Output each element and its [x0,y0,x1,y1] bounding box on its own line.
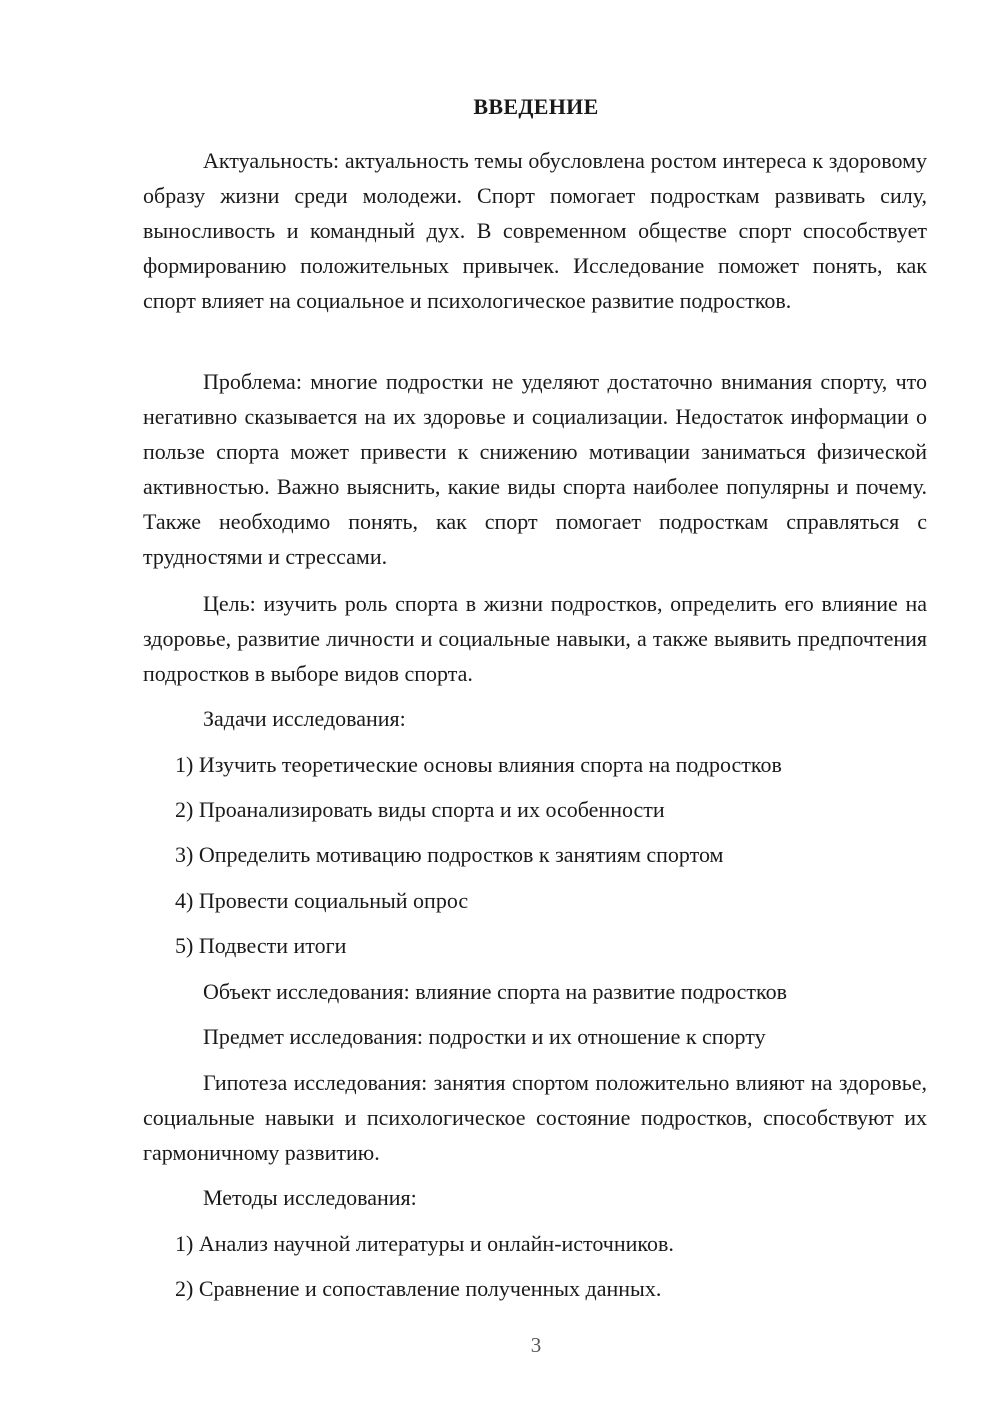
method-item: 1) Анализ научной литературы и онлайн-источников. [175,1231,674,1256]
task-item: 3) Определить мотивацию подростков к занятиям спортом [175,842,724,867]
task-item: 2) Проанализировать виды спорта и их особенности [175,797,665,822]
object-line: Объект исследования: влияние спорта на развитие подростков [203,979,787,1004]
problem-paragraph: Проблема: многие подростки не уделяют достаточно внимания спорту, что негативно сказывается на их здоровье и социализации. Недостаток информации о пользе спорта может привести к снижению мотивации заниматься физической активностью. Важно выяснить, какие виды спорта наиболее популярны и почему. Также необходимо понять, как спорт помогает подросткам справляться с трудностями и стрессами. [143,369,927,569]
section-title: ВВЕДЕНИЕ [473,94,599,119]
goal-paragraph: Цель: изучить роль спорта в жизни подростков, определить его влияние на здоровье, развитие личности и социальные навыки, а также выявить предпочтения подростков в выборе видов спорта. [143,591,927,686]
tasks-heading: Задачи исследования: [203,706,406,731]
subject-line: Предмет исследования: подростки и их отношение к спорту [203,1024,766,1049]
relevance-paragraph: Актуальность: актуальность темы обусловлена ростом интереса к здоровому образу жизни среди молодежи. Спорт помогает подросткам развивать силу, выносливость и командный дух. В современном обществе спорт способствует формированию положительных привычек. Исследование поможет понять, как спорт влияет на социальное и психологическое развитие подростков. [143,148,927,313]
hypothesis-paragraph: Гипотеза исследования: занятия спортом положительно влияют на здоровье, социальные навыки и психологическое состояние подростков, способствуют их гармоничному развитию. [143,1070,927,1165]
task-item: 5) Подвести итоги [175,933,347,958]
methods-heading: Методы исследования: [203,1185,417,1210]
task-item: 4) Провести социальный опрос [175,888,469,913]
task-item: 1) Изучить теоретические основы влияния спорта на подростков [175,752,782,777]
method-item: 2) Сравнение и сопоставление полученных данных. [175,1276,662,1301]
page-number: 3 [530,1333,542,1357]
